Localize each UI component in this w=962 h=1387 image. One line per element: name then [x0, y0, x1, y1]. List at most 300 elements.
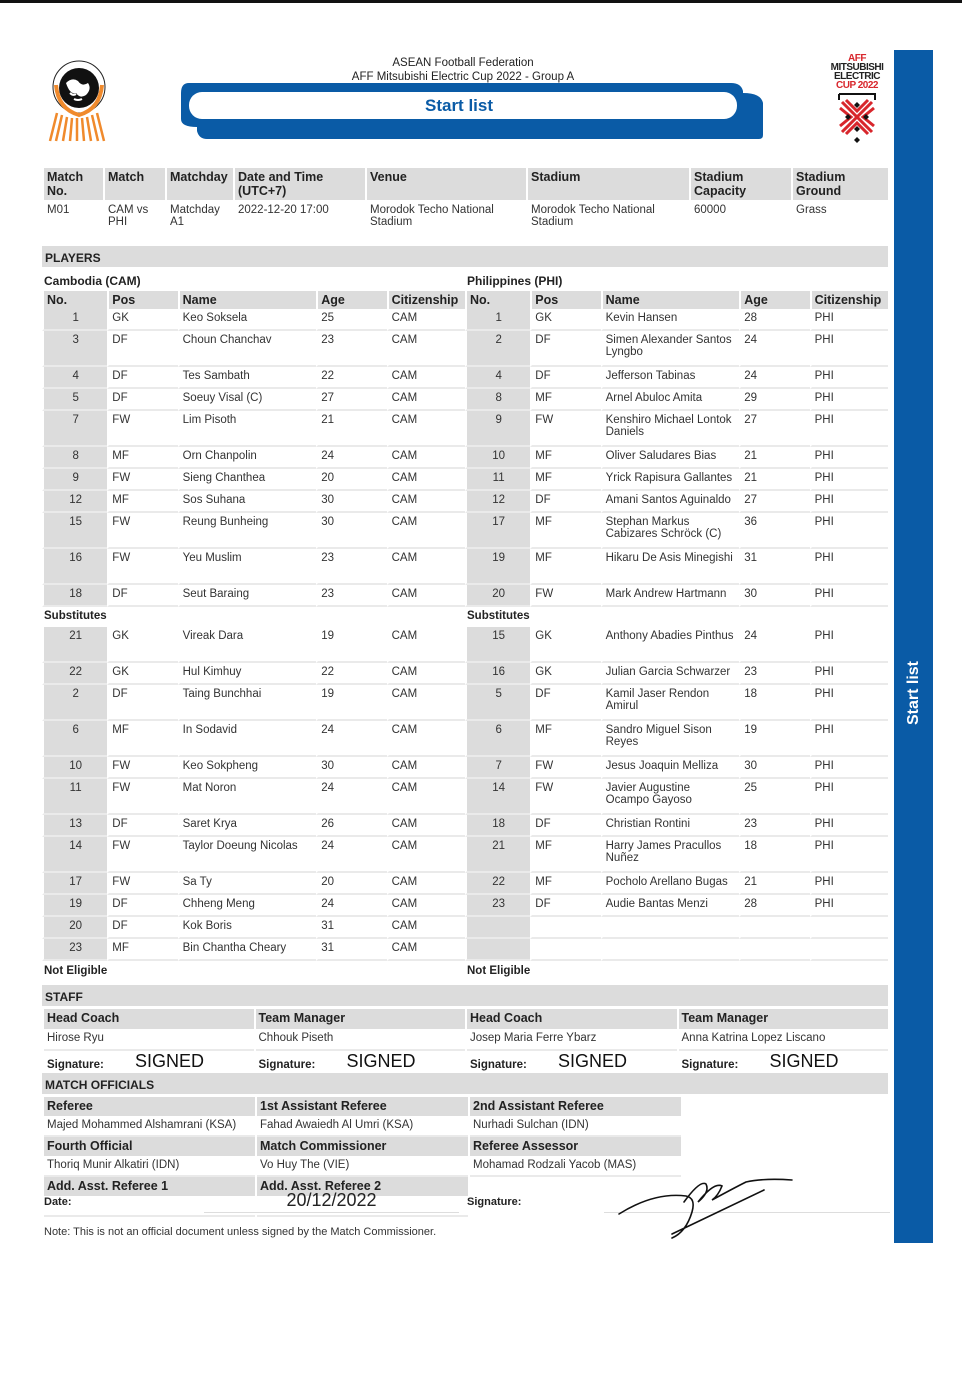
- player-age: 24: [316, 895, 386, 917]
- player-citizenship: [810, 939, 888, 961]
- player-citizenship: PHI: [810, 779, 888, 815]
- player-position: MF: [530, 549, 600, 585]
- player-position: FW: [107, 873, 177, 895]
- player-position: DF: [107, 389, 177, 411]
- player-age: 21: [739, 447, 809, 469]
- player-age: 31: [739, 549, 809, 585]
- column-header: Pos: [530, 291, 600, 309]
- player-name: Mat Noron: [178, 779, 317, 815]
- player-row: [42, 779, 465, 815]
- player-citizenship: PHI: [810, 627, 888, 663]
- player-citizenship: [810, 917, 888, 939]
- player-citizenship: PHI: [810, 685, 888, 721]
- player-number: 1: [465, 309, 530, 331]
- official-role: Match Commissioner: [257, 1137, 468, 1156]
- column-header: Citizenship: [387, 291, 465, 309]
- player-age: 23: [739, 663, 809, 685]
- player-row: [465, 663, 888, 685]
- player-number: 4: [465, 367, 530, 389]
- player-age: 19: [739, 721, 809, 757]
- player-name: Keo Soksela: [178, 309, 317, 331]
- player-age: 20: [316, 873, 386, 895]
- player-position: GK: [530, 663, 600, 685]
- player-age: 19: [316, 685, 386, 721]
- signature-value: SIGNED: [769, 1051, 839, 1071]
- player-citizenship: PHI: [810, 447, 888, 469]
- player-age: 21: [739, 873, 809, 895]
- player-citizenship: CAM: [387, 309, 465, 331]
- date-label: Date:: [44, 1196, 72, 1208]
- player-row: [42, 837, 465, 873]
- player-number: 23: [465, 895, 530, 917]
- player-number: 10: [42, 757, 107, 779]
- player-citizenship: PHI: [810, 411, 888, 447]
- player-number: 6: [42, 721, 107, 757]
- player-citizenship: PHI: [810, 663, 888, 685]
- player-position: FW: [107, 757, 177, 779]
- player-name: Mark Andrew Hartmann: [601, 585, 740, 607]
- player-citizenship: CAM: [387, 389, 465, 411]
- player-number: 22: [42, 663, 107, 685]
- player-citizenship: CAM: [387, 585, 465, 607]
- player-position: FW: [107, 549, 177, 585]
- roster-column-headers: [42, 291, 465, 309]
- player-row: [42, 627, 465, 663]
- official-role: Referee: [44, 1097, 255, 1116]
- player-position: GK: [107, 663, 177, 685]
- player-age: 24: [316, 721, 386, 757]
- player-name: [601, 939, 740, 961]
- player-number: 21: [465, 837, 530, 873]
- player-citizenship: CAM: [387, 685, 465, 721]
- player-name: Hul Kimhuy: [178, 663, 317, 685]
- player-number: 21: [42, 627, 107, 663]
- player-row: [42, 411, 465, 447]
- player-row: [42, 331, 465, 367]
- player-position: DF: [107, 917, 177, 939]
- player-age: 22: [316, 367, 386, 389]
- player-position: FW: [530, 779, 600, 815]
- player-age: 25: [316, 309, 386, 331]
- player-position: MF: [530, 837, 600, 873]
- staff-entry: [677, 1009, 889, 1071]
- player-number: 2: [465, 331, 530, 367]
- team-rosters: [42, 270, 888, 983]
- player-citizenship: PHI: [810, 873, 888, 895]
- player-position: MF: [530, 513, 600, 549]
- player-citizenship: CAM: [387, 939, 465, 961]
- player-name: Kenshiro Michael Lontok Daniels: [601, 411, 740, 447]
- player-name: Jesus Joaquin Melliza: [601, 757, 740, 779]
- official-name: Vo Huy The (VIE): [257, 1156, 468, 1177]
- staff-name: Hirose Ryu: [44, 1029, 254, 1051]
- player-name: Soeuy Visal (C): [178, 389, 317, 411]
- match-number: M01: [42, 200, 103, 244]
- player-number: 14: [42, 837, 107, 873]
- official-role: 1st Assistant Referee: [257, 1097, 468, 1116]
- player-name: Arnel Abuloc Amita: [601, 389, 740, 411]
- player-citizenship: PHI: [810, 757, 888, 779]
- match-teams: CAM vs PHI: [103, 200, 165, 244]
- player-row: [42, 491, 465, 513]
- player-age: 24: [739, 627, 809, 663]
- signature-label: Signature:: [470, 1059, 527, 1071]
- player-name: Vireak Dara: [178, 627, 317, 663]
- player-position: DF: [107, 367, 177, 389]
- substitutes-table: [42, 627, 465, 961]
- player-row: [42, 585, 465, 607]
- player-age: 25: [739, 779, 809, 815]
- player-age: 26: [316, 815, 386, 837]
- official-entry: [255, 1097, 468, 1137]
- starting-lineup-table: [465, 309, 888, 607]
- player-position: MF: [107, 939, 177, 961]
- official-role: Fourth Official: [44, 1137, 255, 1156]
- player-position: DF: [530, 895, 600, 917]
- official-name: Thoriq Munir Alkatiri (IDN): [44, 1156, 255, 1177]
- player-position: GK: [530, 627, 600, 663]
- player-citizenship: PHI: [810, 815, 888, 837]
- player-number: 17: [465, 513, 530, 549]
- player-number: 7: [465, 757, 530, 779]
- player-citizenship: PHI: [810, 491, 888, 513]
- player-position: DF: [107, 685, 177, 721]
- aff-logo: [44, 55, 114, 145]
- player-row: [465, 367, 888, 389]
- staff-signature: [256, 1051, 466, 1071]
- cup-logo-electric: ELECTRIC: [834, 71, 880, 82]
- player-position: MF: [530, 721, 600, 757]
- player-name: Kamil Jaser Rendon Amirul: [601, 685, 740, 721]
- handwritten-signature-icon: [614, 1162, 804, 1242]
- player-position: MF: [530, 389, 600, 411]
- disclaimer-note: Note: This is not an official document unless signed by the Match Commissioner.: [44, 1226, 437, 1238]
- player-name: Tes Sambath: [178, 367, 317, 389]
- player-number: 5: [465, 685, 530, 721]
- match-info-header-row: [42, 168, 888, 200]
- player-age: 21: [739, 469, 809, 491]
- official-role: Referee Assessor: [470, 1137, 681, 1156]
- player-position: GK: [530, 309, 600, 331]
- player-name: Jefferson Tabinas: [601, 367, 740, 389]
- staff-role: Head Coach: [467, 1009, 677, 1029]
- official-name: Mohamad Rodzali Yacob (MAS): [470, 1156, 681, 1177]
- player-name: Reung Bunheing: [178, 513, 317, 549]
- player-row: [42, 447, 465, 469]
- player-citizenship: CAM: [387, 721, 465, 757]
- player-position: GK: [107, 309, 177, 331]
- player-row: [42, 685, 465, 721]
- player-row: [465, 895, 888, 917]
- player-citizenship: PHI: [810, 585, 888, 607]
- player-citizenship: CAM: [387, 549, 465, 585]
- player-position: [530, 939, 600, 961]
- signature-value: SIGNED: [135, 1051, 205, 1071]
- player-row: [465, 585, 888, 607]
- player-number: 19: [465, 549, 530, 585]
- match-header-cell: Matchday: [165, 168, 233, 200]
- player-row: [465, 627, 888, 663]
- player-name: Sandro Miguel Sison Reyes: [601, 721, 740, 757]
- player-number: 7: [42, 411, 107, 447]
- player-citizenship: PHI: [810, 549, 888, 585]
- player-row: [465, 447, 888, 469]
- player-number: 16: [465, 663, 530, 685]
- player-citizenship: CAM: [387, 757, 465, 779]
- player-age: 30: [739, 757, 809, 779]
- player-row: [42, 939, 465, 961]
- side-band-label: Start list: [904, 660, 922, 726]
- stadium-capacity: 60000: [689, 200, 791, 244]
- player-row: [42, 469, 465, 491]
- player-citizenship: CAM: [387, 469, 465, 491]
- player-name: Javier Augustine Ocampo Gayoso: [601, 779, 740, 815]
- official-role: Add. Asst. Referee 1: [44, 1177, 255, 1196]
- date-time: 2022-12-20 17:00: [233, 200, 365, 244]
- player-age: 24: [316, 837, 386, 873]
- player-name: Orn Chanpolin: [178, 447, 317, 469]
- player-number: 13: [42, 815, 107, 837]
- match-header-cell: Match No.: [42, 168, 103, 200]
- player-number: [465, 917, 530, 939]
- player-position: GK: [107, 627, 177, 663]
- player-position: DF: [107, 815, 177, 837]
- player-position: MF: [530, 469, 600, 491]
- not-eligible-label: Not Eligible: [44, 965, 108, 977]
- player-citizenship: CAM: [387, 895, 465, 917]
- player-age: 24: [739, 367, 809, 389]
- player-number: 22: [465, 873, 530, 895]
- player-row: [465, 757, 888, 779]
- player-number: 18: [42, 585, 107, 607]
- player-position: MF: [107, 447, 177, 469]
- player-citizenship: PHI: [810, 309, 888, 331]
- player-row: [465, 469, 888, 491]
- player-citizenship: PHI: [810, 837, 888, 873]
- date-value: 20/12/2022: [204, 1190, 459, 1213]
- player-number: 1: [42, 309, 107, 331]
- player-position: FW: [107, 837, 177, 873]
- column-header: Name: [601, 291, 740, 309]
- staff-role: Team Manager: [256, 1009, 466, 1029]
- player-citizenship: CAM: [387, 411, 465, 447]
- staff-name: Chhouk Piseth: [256, 1029, 466, 1051]
- player-age: 23: [316, 585, 386, 607]
- cup-logo-mitsubishi: MITSUBISHI: [830, 62, 884, 73]
- player-citizenship: CAM: [387, 491, 465, 513]
- cup-emblem-icon: [826, 90, 888, 150]
- signature-label: Signature:: [47, 1059, 104, 1071]
- player-name: Audie Bantas Menzi: [601, 895, 740, 917]
- not-eligible-label: Not Eligible: [467, 965, 531, 977]
- signature-label: Signature:: [681, 1059, 739, 1071]
- player-number: 15: [465, 627, 530, 663]
- player-position: MF: [107, 491, 177, 513]
- player-age: 23: [739, 815, 809, 837]
- player-row: [465, 491, 888, 513]
- player-position: FW: [530, 585, 600, 607]
- player-row: [42, 549, 465, 585]
- player-citizenship: CAM: [387, 513, 465, 549]
- player-name: Hikaru De Asis Minegishi: [601, 549, 740, 585]
- match-header-cell: Venue: [365, 168, 526, 200]
- player-name: Amani Santos Aguinaldo: [601, 491, 740, 513]
- cup-logo: [826, 54, 888, 148]
- player-position: FW: [107, 411, 177, 447]
- signature-value: SIGNED: [346, 1051, 416, 1071]
- player-age: 28: [739, 309, 809, 331]
- match-info-table: [42, 168, 888, 244]
- player-number: 12: [42, 491, 107, 513]
- officials-section-header: MATCH OFFICIALS: [42, 1073, 888, 1094]
- substitutes-label: Substitutes: [44, 610, 107, 622]
- player-number: 11: [42, 779, 107, 815]
- player-number: 9: [42, 469, 107, 491]
- player-row: [465, 389, 888, 411]
- player-number: 20: [465, 585, 530, 607]
- player-row: [465, 779, 888, 815]
- player-age: 27: [316, 389, 386, 411]
- player-age: 31: [316, 917, 386, 939]
- org-name: ASEAN Football Federation: [392, 57, 534, 69]
- player-row: [465, 309, 888, 331]
- player-position: FW: [107, 469, 177, 491]
- player-age: 23: [316, 331, 386, 367]
- player-position: MF: [530, 873, 600, 895]
- side-band: [894, 50, 933, 1243]
- player-age: 22: [316, 663, 386, 685]
- match-header-cell: Stadium: [526, 168, 689, 200]
- player-row: [42, 757, 465, 779]
- player-name: Bin Chantha Cheary: [178, 939, 317, 961]
- venue: Morodok Techo National Stadium: [365, 200, 526, 244]
- column-header: No.: [465, 291, 530, 309]
- column-header: Pos: [107, 291, 177, 309]
- player-position: DF: [107, 585, 177, 607]
- player-name: Taing Bunchhai: [178, 685, 317, 721]
- stadium: Morodok Techo National Stadium: [526, 200, 689, 244]
- player-number: 11: [465, 469, 530, 491]
- player-age: 31: [316, 939, 386, 961]
- page-title: Start list: [424, 96, 494, 115]
- team-roster-away: [465, 270, 888, 983]
- official-entry: [42, 1097, 255, 1137]
- match-info-value-row: [42, 200, 888, 244]
- official-entry: [42, 1137, 255, 1177]
- player-citizenship: CAM: [387, 367, 465, 389]
- staff-grid: [42, 1009, 888, 1071]
- column-header: Age: [739, 291, 809, 309]
- player-row: [465, 917, 888, 939]
- player-citizenship: CAM: [387, 815, 465, 837]
- player-row: [42, 663, 465, 685]
- player-number: 3: [42, 331, 107, 367]
- player-number: 5: [42, 389, 107, 411]
- player-position: DF: [530, 685, 600, 721]
- player-row: [465, 411, 888, 447]
- column-header: Citizenship: [810, 291, 888, 309]
- player-row: [42, 367, 465, 389]
- player-number: 8: [42, 447, 107, 469]
- player-number: 19: [42, 895, 107, 917]
- player-age: 24: [739, 331, 809, 367]
- match-header-cell: Date and Time (UTC+7): [233, 168, 365, 200]
- staff-name: Josep Maria Ferre Ybarz: [467, 1029, 677, 1051]
- player-name: Kok Boris: [178, 917, 317, 939]
- player-citizenship: PHI: [810, 389, 888, 411]
- player-age: 30: [739, 585, 809, 607]
- player-name: Chheng Meng: [178, 895, 317, 917]
- column-header: Name: [178, 291, 317, 309]
- player-age: 23: [316, 549, 386, 585]
- staff-signature: [679, 1051, 889, 1071]
- player-age: 30: [316, 513, 386, 549]
- player-age: 24: [316, 779, 386, 815]
- staff-name: Anna Katrina Lopez Liscano: [679, 1029, 889, 1051]
- official-name: Fahad Awaiedh Al Umri (KSA): [257, 1116, 468, 1137]
- signature-value: SIGNED: [558, 1051, 628, 1071]
- player-row: [42, 873, 465, 895]
- player-row: [465, 815, 888, 837]
- player-citizenship: PHI: [810, 895, 888, 917]
- player-row: [465, 549, 888, 585]
- team-roster-home: [42, 270, 465, 983]
- player-citizenship: CAM: [387, 779, 465, 815]
- player-citizenship: CAM: [387, 627, 465, 663]
- player-row: [42, 895, 465, 917]
- player-row: [42, 721, 465, 757]
- official-entry: [255, 1137, 468, 1177]
- starting-lineup-table: [42, 309, 465, 607]
- player-position: [530, 917, 600, 939]
- player-name: Christian Rontini: [601, 815, 740, 837]
- player-number: 2: [42, 685, 107, 721]
- player-number: 20: [42, 917, 107, 939]
- player-name: [601, 917, 740, 939]
- player-age: [739, 917, 809, 939]
- stadium-ground: Grass: [791, 200, 888, 244]
- top-edge: [0, 0, 962, 3]
- player-name: Oliver Saludares Bias: [601, 447, 740, 469]
- player-age: 36: [739, 513, 809, 549]
- player-number: 12: [465, 491, 530, 513]
- player-name: Saret Krya: [178, 815, 317, 837]
- player-age: 28: [739, 895, 809, 917]
- player-citizenship: CAM: [387, 917, 465, 939]
- player-number: 16: [42, 549, 107, 585]
- player-row: [465, 873, 888, 895]
- player-number: 10: [465, 447, 530, 469]
- player-citizenship: PHI: [810, 331, 888, 367]
- staff-section-header: STAFF: [42, 985, 888, 1006]
- player-number: 23: [42, 939, 107, 961]
- player-age: 24: [316, 447, 386, 469]
- player-name: Sos Suhana: [178, 491, 317, 513]
- player-name: Yeu Muslim: [178, 549, 317, 585]
- competition-name: AFF Mitsubishi Electric Cup 2022 - Group A: [351, 71, 575, 83]
- staff-role: Head Coach: [44, 1009, 254, 1029]
- player-position: DF: [530, 367, 600, 389]
- match-header-cell: Stadium Ground: [791, 168, 888, 200]
- player-row: [465, 721, 888, 757]
- player-row: [465, 837, 888, 873]
- player-position: MF: [530, 447, 600, 469]
- player-age: 19: [316, 627, 386, 663]
- player-number: 6: [465, 721, 530, 757]
- player-position: DF: [107, 331, 177, 367]
- player-name: Seut Baraing: [178, 585, 317, 607]
- player-position: MF: [107, 721, 177, 757]
